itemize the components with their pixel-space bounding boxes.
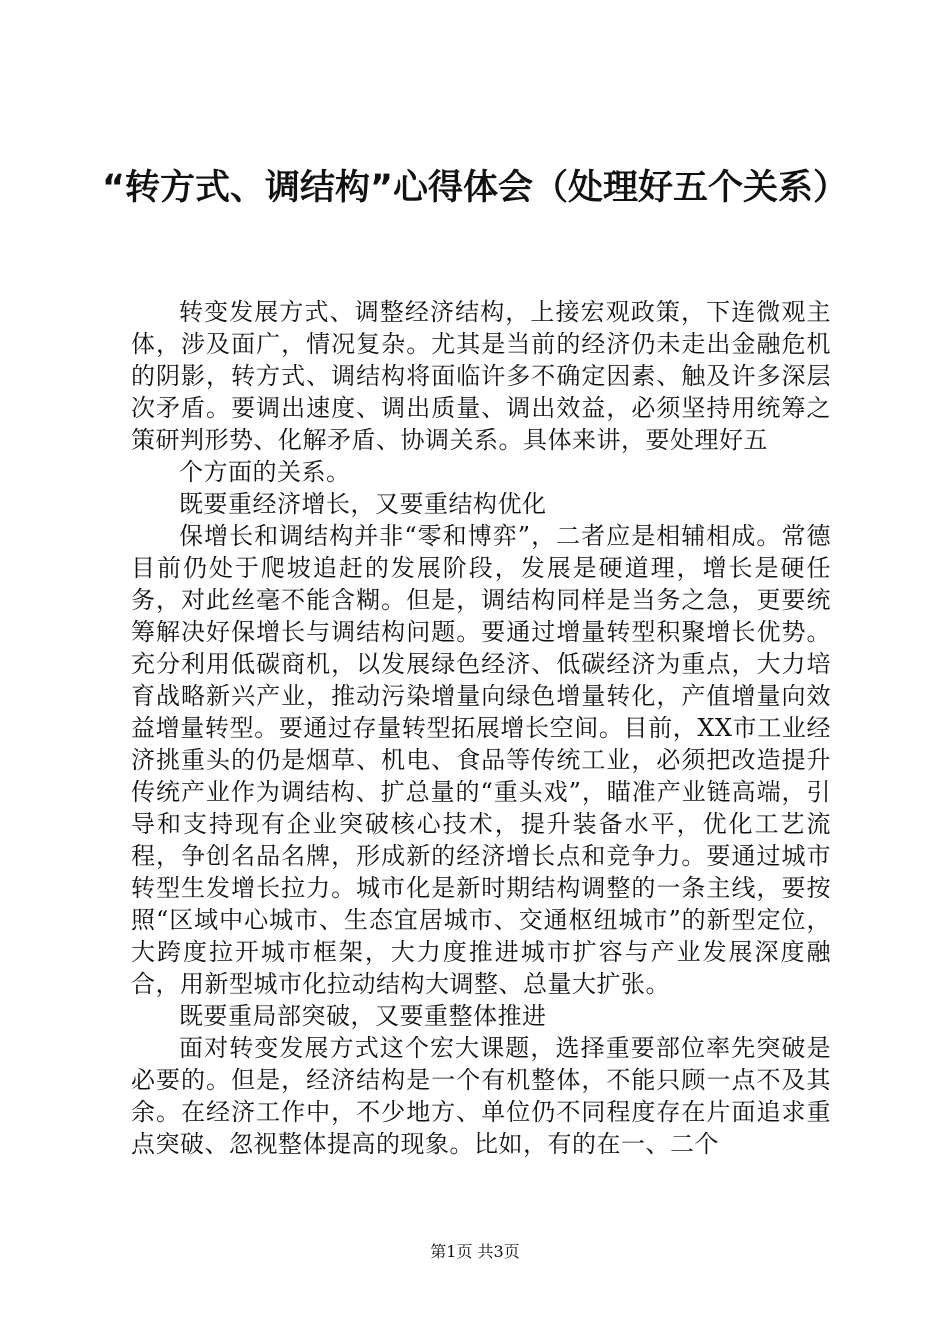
section-heading-1: 既要重经济增长，又要重结构优化: [179, 490, 547, 518]
document-title: “转方式、调结构”心得体会（处理好五个关系）: [101, 168, 848, 208]
section-heading-2: 既要重局部突破，又要重整体推进: [179, 1002, 547, 1030]
intro-paragraph: 转变发展方式、调整经济结构，上接宏观政策，下连微观主体，涉及面广，情况复杂。尤其是当前的经济仍未走出金融危机的阴影，转方式、调结构将面临许多不确定因素、触及许多深层次矛盾。要调出速度、调出质量、调出效益，必须坚持用统筹之策研判形势、化解矛盾、协调关系。具体来讲，要处理好五: [131, 298, 831, 454]
section-paragraph-1: 保增长和调结构并非“零和博弈”，二者应是相辅相成。常德目前仍处于爬坡追赶的发展阶段，发展是硬道理，增长是硬任务，对此丝毫不能含糊。但是，调结构同样是当务之急，更要统筹解决好保增长与调结构问题。要通过增量转型积聚增长优势。充分利用低碳商机，以发展绿色经济、低碳经济为重点，大力培育战略新兴产业，推动污染增量向绿色增量转化，产值增量向效益增量转型。要通过存量转型拓展增长空间。目前，XX市工业经济挑重头的仍是烟草、机电、食品等传统工业，必须把改造提升传统产业作为调结构、扩总量的“重头戏”，瞄准产业链高端，引导和支持现有企业突破核心技术，提升装备水平，优化工艺流程，争创名品名牌，形成新的经济增长点和竞争力。要通过城市转型生发增长拉力。城市化是新时期结构调整的一条主线，要按照“区域中心城市、生态宜居城市、交通枢纽城市”的新型定位，大跨度拉开城市框架，大力度推进城市扩容与产业发展深度融合，用新型城市化拉动结构大调整、总量大扩张。: [131, 522, 831, 998]
page-number-footer: 第1页 共3页: [430, 1242, 520, 1261]
section-paragraph-2: 面对转变发展方式这个宏大课题，选择重要部位率先突破是必要的。但是，经济结构是一个有机整体，不能只顾一点不及其余。在经济工作中，不少地方、单位仍不同程度存在片面追求重点突破、忽视整体提高的现象。比如，有的在一、二个: [131, 1034, 831, 1158]
document-body: [131, 296, 831, 1160]
intro-paragraph-continuation: 个方面的关系。: [179, 458, 351, 486]
